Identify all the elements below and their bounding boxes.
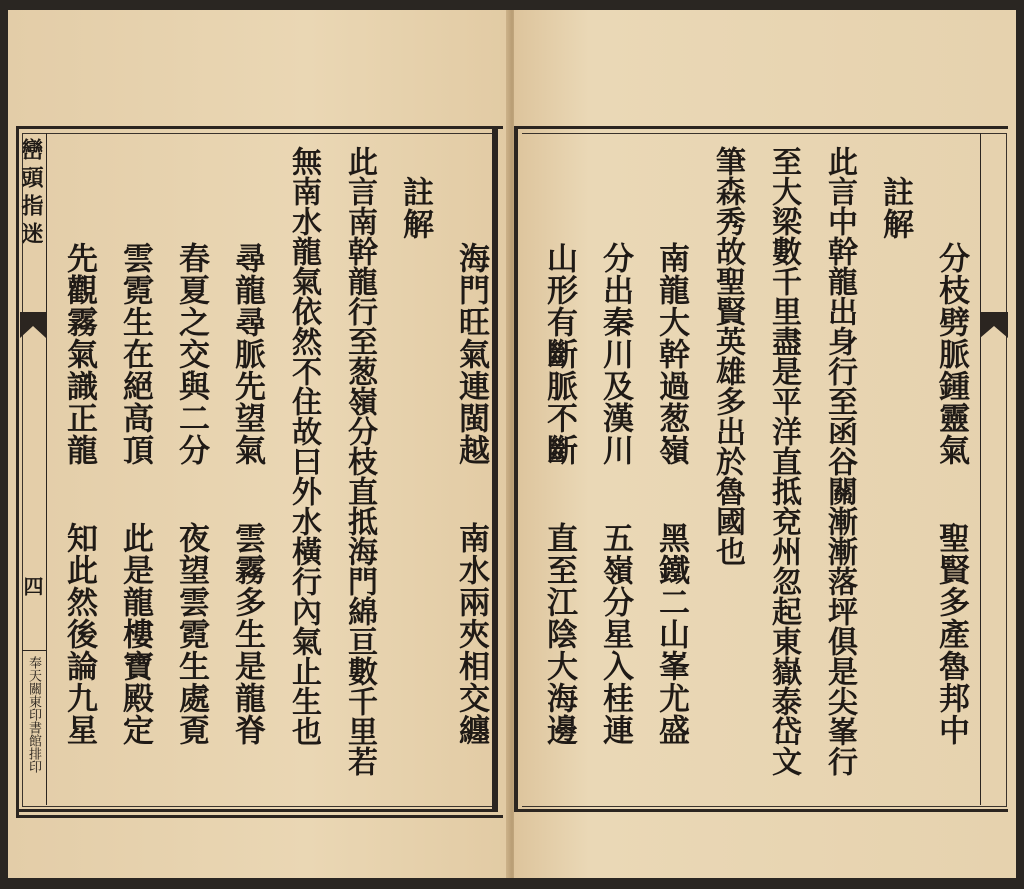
- left-right-rule: [492, 126, 498, 812]
- verse-column: 直至江陰大海邊: [541, 522, 577, 746]
- verse-column: 山形有斷脈不斷: [541, 242, 577, 466]
- annotation-text: 此言南幹龍行至葱嶺分枝直抵海門綿亘數千里若: [342, 146, 377, 776]
- verse-column: 先觀霧氣識正龍: [61, 242, 97, 466]
- verse-column: 分枝劈脈鍾靈氣: [933, 242, 969, 466]
- annotation-text: 無南水龍氣依然不住故曰外水橫行內氣止生也: [286, 146, 321, 746]
- annotation-heading: 註解: [877, 176, 913, 240]
- verse-column: 五嶺分星入桂連: [597, 522, 633, 746]
- page-number: 四: [20, 576, 44, 597]
- verse-column: 尋龍尋脈先望氣: [229, 242, 265, 466]
- open-book: [8, 10, 1016, 878]
- annotation-text: 筆森秀故聖賢英雄多出於魯國也: [710, 146, 745, 566]
- left-margin-rule: [46, 133, 47, 805]
- verse-column: 雲霓生在絕高頂: [117, 242, 153, 466]
- fishtail-mark-icon: [980, 312, 1008, 338]
- verse-column: 雲霧多生是龍脊: [229, 522, 265, 746]
- right-left-rule: [514, 126, 518, 812]
- verse-column: 夜望雲霓生處覔: [173, 522, 209, 746]
- annotation-text: 此言中幹龍出身行至函谷關漸漸落坪俱是尖峯行: [822, 146, 857, 776]
- annotation-heading: 註解: [397, 176, 433, 240]
- verse-column: 黑鐵二山峯尤盛: [653, 522, 689, 746]
- verse-column: 分出秦川及漢川: [597, 242, 633, 466]
- left-bottom-rule: [16, 809, 498, 812]
- fishtail-mark-icon: [20, 312, 46, 338]
- margin-title: 巒頭指迷: [18, 138, 44, 250]
- verse-column: 南水兩夾相交纏: [453, 522, 489, 746]
- verse-column: 海門旺氣連閩越: [453, 242, 489, 466]
- annotation-text: 至大梁數千里盡是平洋直抵兗州忽起東嶽泰岱文: [766, 146, 801, 776]
- verse-column: 南龍大幹過葱嶺: [653, 242, 689, 466]
- verse-column: 聖賢多產魯邦中: [933, 522, 969, 746]
- publisher-imprint: 奉天關東印書館排印: [26, 656, 41, 773]
- verse-column: 春夏之交與二分: [173, 242, 209, 466]
- right-bottom-rule: [514, 809, 1008, 812]
- verse-column: 知此然後論九星: [61, 522, 97, 746]
- right-margin-rule: [980, 133, 981, 805]
- verse-column: 此是龍樓寶殿定: [117, 522, 153, 746]
- right-top-rule: [514, 126, 1008, 129]
- publisher-rule: [22, 650, 46, 651]
- left-top-rule: [16, 126, 498, 129]
